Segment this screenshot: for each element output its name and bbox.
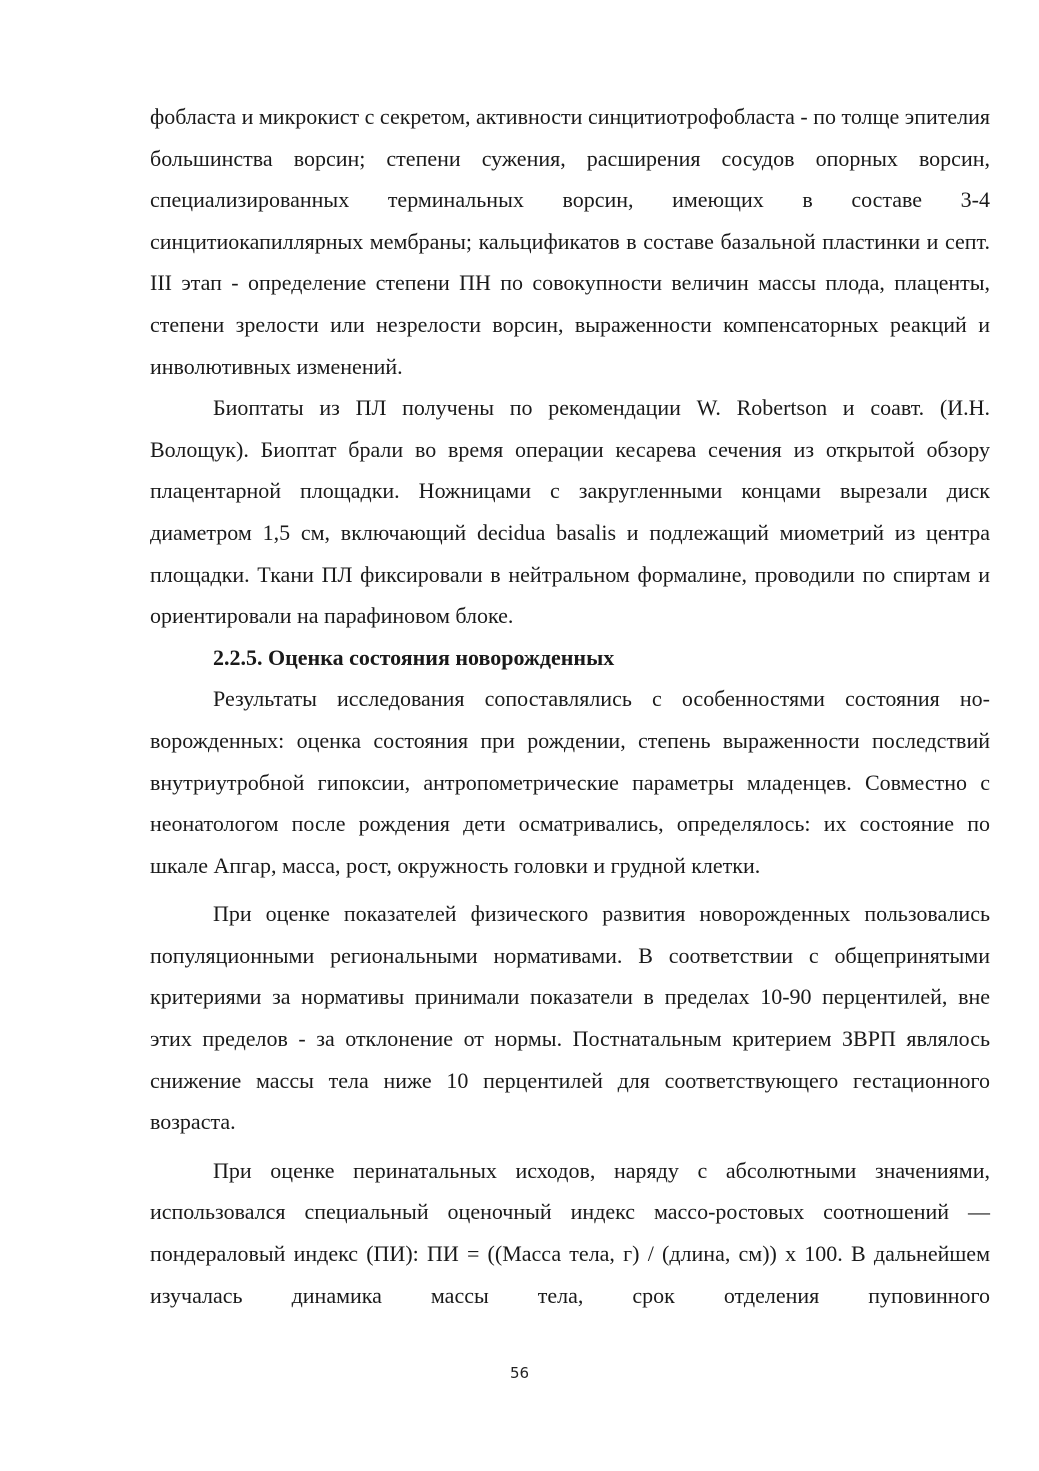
paragraph-physical-development: При оценке показателей физического развития новорожденных пользовались популяционными региональными нормативами. В соответствии с общепринятыми критериями за нормативы принимали показатели в пределах 10-90 перцентилей, вне этих пределов - за отклонение от нормы. Постнатальным критерием ЗВРП являлось снижение массы тела ниже 10 перцентилей для соответствующего гестационного возраста. [150,901,990,1135]
body-text [150,96,990,1316]
paragraph-biopsy-method: Биоптаты из ПЛ получены по рекомендации W. Robertson и соавт. (И.Н. Волощук). Биоптат брали во время операции кесарева сечения из открытой обзору плацентарной площадки. Ножницами с закругленными концами вырезали диск диаметром 1,5 см, включающий decidua basalis и подлежащий миометрий из центра площадки. Ткани ПЛ фиксировали в нейтральном формалине, проводили по спиртам и ориентировали на парафиновом блоке. [150,395,990,629]
paragraph-perinatal-outcomes: При оценке перинатальных исходов, наряду с абсолютными значениями, использовался специальный оценочный индекс массо-ростовых соотношений — пондераловый индекс (ПИ): ПИ = ((Масса тела, г) / (длина, см)) х 100. В дальнейшем изучалась динамика массы тела, срок отделения пуповинного [150,1157,990,1308]
paragraph-newborn-assessment: Результаты исследования сопоставлялись с особенностями состояния новорожденных: оценка состояния при рождении, степень выраженности последствий внутриутробной гипоксии, антропометрические параметры младенцев. Совместно с неонатологом после рождения дети осматривались, определялось: их состояние по шкале Апгар, масса, рост, окружность головки и грудной клетки. [150,686,990,878]
paragraph-placental-criteria: фобласта и микрокист с секретом, активности синцитиотрофобласта - по толще эпителия большинства ворсин; степени сужения, расширения сосудов опорных ворсин, специализированных терминальных ворсин, имеющих в составе 3-4 синцитиокапиллярных мембраны; кальцификатов в составе базальной пластинки и септ. III этап - определение степени ПН по совокупности величин массы плода, плаценты, степени зрелости или незрелости ворсин, выраженности компенсаторных реакций и инволютивных изменений. [150,104,990,379]
section-heading: 2.2.5. Оценка состояния новорожденных [213,644,615,670]
page-number: 56 [509,1364,530,1382]
